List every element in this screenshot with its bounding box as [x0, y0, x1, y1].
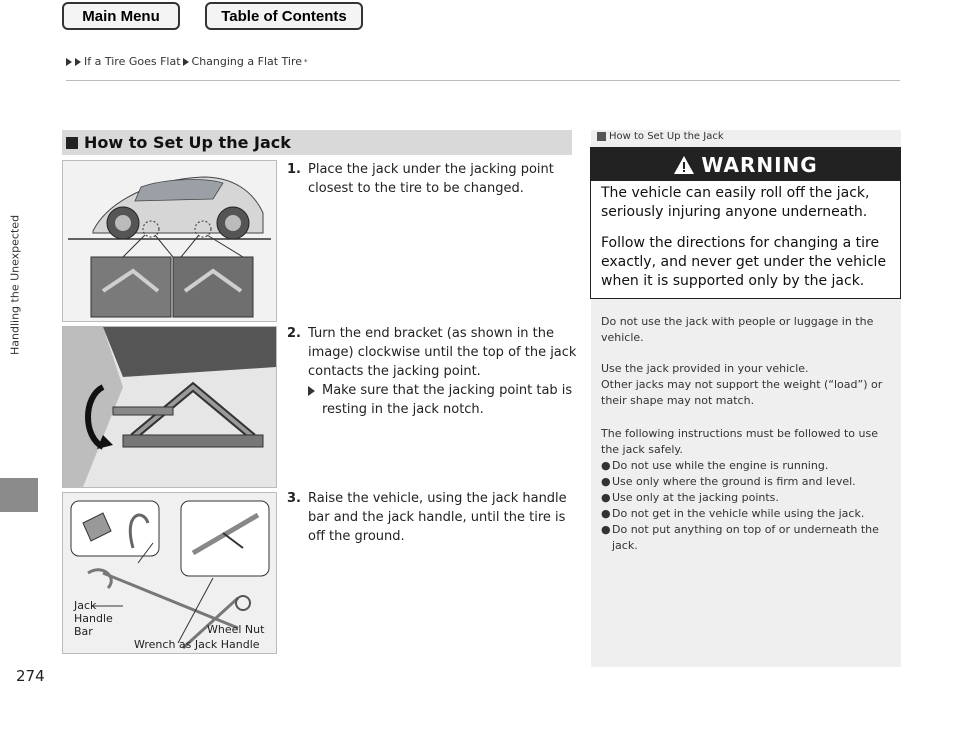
wheel-nut-label: Wheel Nut [207, 623, 265, 636]
step-text: Turn the end bracket (as shown in the image) clockwise until the top of the jack contacts the jacking point. [308, 326, 577, 379]
step-number: 2. [287, 326, 301, 341]
breadcrumb-arrow-icon [66, 58, 72, 66]
warning-header: WARNING [591, 148, 900, 181]
side-tab-marker[interactable] [0, 478, 38, 512]
list-item: ● Do not use while the engine is running. [601, 459, 829, 472]
header-divider [66, 80, 900, 81]
list-item: ● Do not put anything on top of or underneath the jack. [601, 523, 879, 552]
step-number: 3. [287, 491, 301, 506]
step-text: Raise the vehicle, using the jack handle bar and the jack handle, until the tire is off the ground. [308, 491, 567, 544]
side-tab-label: Handling the Unexpected [8, 214, 22, 356]
warning-text-2: Follow the directions for changing a tire exactly, and never get under the vehicle when it is supported only by the jack. [601, 235, 887, 289]
main-menu-button[interactable]: Main Menu [62, 2, 180, 30]
step-text: Place the jack under the jacking point closest to the tire to be changed. [308, 162, 554, 196]
note-paragraph-1: Do not use the jack with people or luggage in the vehicle. [601, 315, 874, 344]
breadcrumb-link-changing-tire[interactable]: Changing a Flat Tire [191, 55, 303, 68]
wrench-label: Wrench as Jack Handle [134, 638, 260, 651]
breadcrumb-arrow-icon [183, 58, 189, 66]
page-number: 274 [16, 667, 45, 685]
jack-bracket-illustration [62, 326, 277, 488]
breadcrumb-link-flat-tire[interactable]: If a Tire Goes Flat [84, 55, 181, 68]
breadcrumb [66, 55, 308, 68]
note-paragraph-2b: Other jacks may not support the weight (“load”) or their shape may not match. [601, 378, 883, 407]
step-2 [287, 324, 577, 419]
list-item: ● Use only where the ground is firm and level. [601, 475, 856, 488]
car-jack-diagram [63, 161, 276, 321]
step-number: 1. [287, 162, 301, 177]
table-of-contents-button[interactable]: Table of Contents [205, 2, 363, 30]
jacking-point-illustration [62, 160, 277, 322]
arrow-right-icon [308, 386, 315, 396]
breadcrumb-asterisk: * [304, 57, 308, 66]
step-subnote: Make sure that the jacking point tab is resting in the jack notch. [287, 381, 577, 419]
note-bullet-list [601, 458, 893, 554]
square-bullet-icon [66, 137, 78, 149]
jack-rotation-diagram [63, 327, 276, 487]
warning-text-1: The vehicle can easily roll off the jack, seriously injuring anyone underneath. [601, 185, 870, 220]
note-square-icon [597, 132, 606, 141]
section-heading [62, 130, 572, 155]
list-item: ● Use only at the jacking points. [601, 491, 779, 504]
jack-handle-bar-label: Jack Handle Bar [74, 599, 113, 638]
note-paragraph-3: The following instructions must be followed to use the jack safely. [601, 427, 878, 456]
warning-triangle-icon [673, 155, 695, 175]
jack-handle-illustration [62, 492, 277, 654]
note-paragraph-2a: Use the jack provided in your vehicle. [601, 362, 809, 375]
sidebar-note-title: How to Set Up the Jack [597, 131, 724, 142]
step-3 [287, 489, 577, 546]
section-title: How to Set Up the Jack [84, 133, 291, 152]
breadcrumb-arrow-icon [75, 58, 81, 66]
step-1 [287, 160, 577, 198]
list-item: ● Do not get in the vehicle while using the jack. [601, 507, 865, 520]
